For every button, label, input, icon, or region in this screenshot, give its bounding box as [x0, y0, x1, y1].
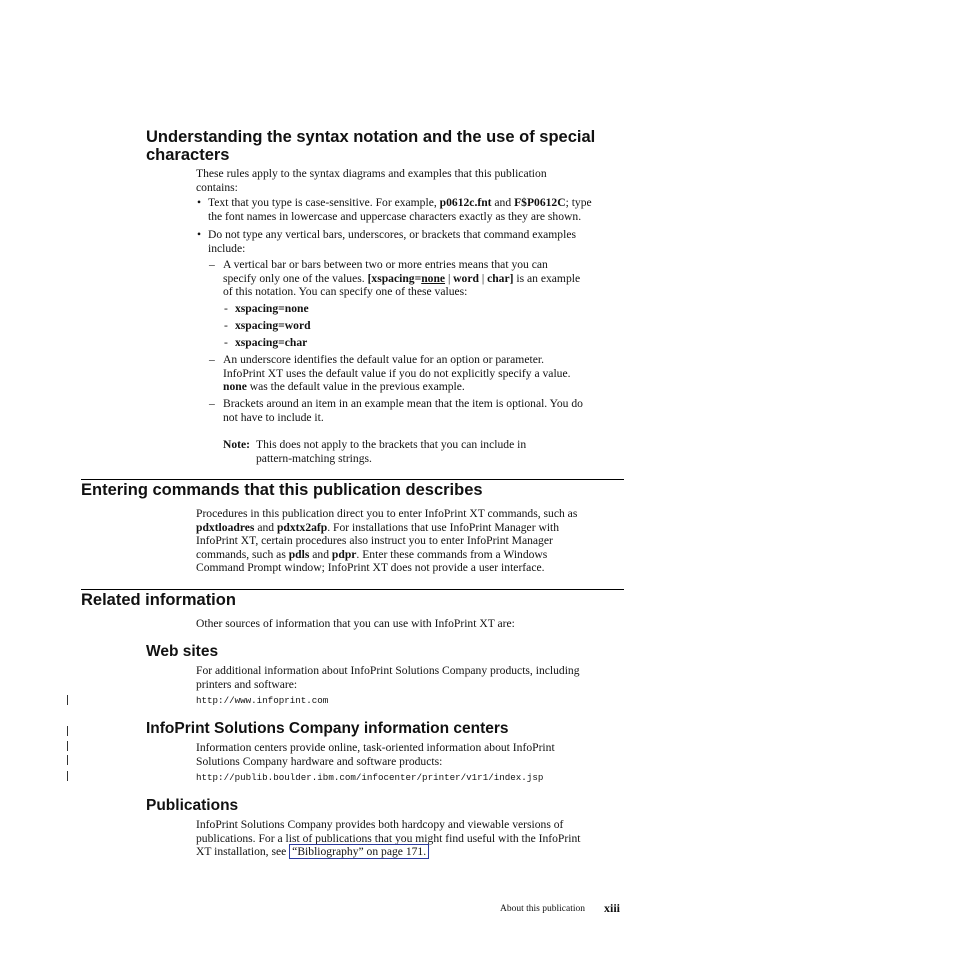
dash-marker: –: [209, 397, 215, 410]
change-bar: [67, 726, 68, 736]
list-item-underscore: An underscore identifies the default value for an option or parameter. InfoPrint XT uses the default value if you do not explicitly specify a value. none was the default value in the previous example.: [223, 353, 571, 394]
section-heading-entering-commands: Entering commands that this publication describes: [81, 481, 483, 499]
note-text: This does not apply to the brackets that you can include in pattern-matching strings.: [256, 438, 527, 465]
list-item-no-vertical-bars: Do not type any vertical bars, underscores, or brackets that command examples include:: [208, 228, 576, 255]
web-sites-url[interactable]: http://www.infoprint.com: [196, 695, 329, 706]
running-footer-label: About this publication: [500, 904, 585, 914]
section-heading-syntax: Understanding the syntax notation and the use of special characters: [146, 128, 596, 164]
hyphen-marker: -: [224, 302, 228, 315]
subheading-web-sites: Web sites: [146, 643, 219, 660]
value-xspacing-none: xspacing=none: [235, 302, 309, 315]
section-heading-related-information: Related information: [81, 591, 236, 609]
list-item-vertical-bar: A vertical bar or bars between two or more entries means that you can specify only one of the values. [xspacing=none | word | char] is an example of this notation. You can specify one of these values:: [223, 258, 581, 299]
web-sites-paragraph: For additional information about InfoPrint Solutions Company products, including printers and software:: [196, 664, 580, 691]
information-centers-url[interactable]: http://publib.boulder.ibm.com/infocenter/printer/v1r1/index.jsp: [196, 772, 544, 783]
hyphen-marker: -: [224, 336, 228, 349]
list-item-brackets: Brackets around an item in an example mean that the item is optional. You do not have to include it.: [223, 397, 583, 424]
dash-marker: –: [209, 353, 215, 366]
section-divider: [81, 479, 624, 480]
note-label: Note:: [223, 438, 251, 451]
bullet-marker: •: [197, 196, 202, 209]
change-bar: [67, 771, 68, 781]
list-item-case-sensitive: Text that you type is case-sensitive. For example, p0612c.fnt and F$P0612C; type the font names in lowercase and uppercase characters exactly as they are shown.: [208, 196, 592, 223]
information-centers-paragraph: Information centers provide online, task-oriented information about InfoPrint Solutions Company hardware and software products:: [196, 741, 555, 768]
dash-marker: –: [209, 258, 215, 271]
value-xspacing-char: xspacing=char: [235, 336, 308, 349]
page-number: xiii: [604, 901, 621, 915]
section-divider: [81, 589, 624, 590]
bullet-marker: •: [197, 228, 202, 241]
hyphen-marker: -: [224, 319, 228, 332]
subheading-information-centers: InfoPrint Solutions Company information centers: [146, 720, 509, 737]
bibliography-link[interactable]: “Bibliography” on page 171.: [289, 844, 429, 859]
syntax-intro: These rules apply to the syntax diagrams and examples that this publication contains:: [196, 167, 547, 194]
related-information-intro: Other sources of information that you can use with InfoPrint XT are:: [196, 617, 515, 630]
change-bar: [67, 741, 68, 751]
subheading-publications: Publications: [146, 797, 239, 814]
change-bar: [67, 755, 68, 765]
entering-commands-paragraph: Procedures in this publication direct you to enter InfoPrint XT commands, such as pdxtloadres and pdxtx2afp. For installations that use InfoPrint Manager with InfoPrint XT, certain procedures also instruct you to enter InfoPrint Manager commands, such as pdls and pdpr. Enter these commands from a Windows Command Prompt window; InfoPrint XT does not provide a user interface.: [196, 507, 578, 575]
change-bar: [67, 695, 68, 705]
value-xspacing-word: xspacing=word: [235, 319, 311, 332]
publications-paragraph: InfoPrint Solutions Company provides both hardcopy and viewable versions of publications. For a list of publications that you might find useful with the InfoPrint XT installation, see “Bibliography” on page 171.: [196, 818, 581, 859]
